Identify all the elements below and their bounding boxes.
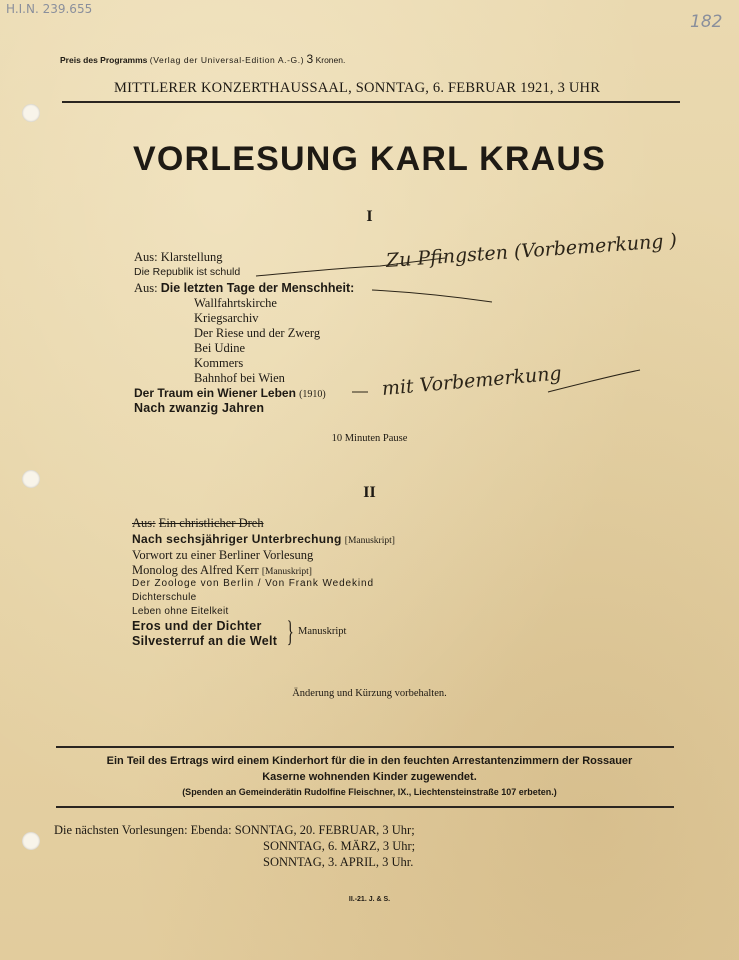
handwritten-note-pentecost: Zu Pfingsten (Vorbemerkung ) (385, 229, 678, 272)
price-amount: 3 (306, 52, 314, 66)
next-reading-date-1: SONNTAG, 20. FEBRUAR, 3 Uhr; (234, 823, 415, 837)
part-two-item-5: Der Zoologe von Berlin / Von Frank Wedekind (132, 578, 374, 589)
price-prefix: Preis des Programms (60, 55, 148, 65)
item-prefix: Aus: (134, 281, 158, 295)
intermission: 10 Minuten Pause (331, 433, 408, 444)
part-one-item-6: Der Riese und der Zwerg (194, 326, 321, 340)
part-two-item-4 (132, 563, 312, 578)
part-one-item-9: Bahnhof bei Wien (194, 371, 285, 385)
page-title: VORLESUNG KARL KRAUS (133, 140, 606, 178)
part-one-item-7: Bei Udine (194, 341, 246, 355)
manuscript-bracket-label: Manuskript (298, 626, 347, 637)
item-text: Nach sechsjähriger Unterbrechung (132, 532, 342, 546)
next-readings-place: Ebenda: (190, 823, 232, 837)
item-text: Ein christlicher Dreh (158, 516, 264, 530)
part-two-item-9: Silvesterruf an die Welt (132, 634, 278, 648)
part-one-item-1 (134, 250, 223, 265)
charity-line-3: (Spenden an Gemeinderätin Rudolfine Fleischner, IX., Liechtensteinstraße 107 erbeten.) (182, 787, 557, 797)
part-one-item-2: Die Republik ist schuld (134, 266, 241, 278)
punch-hole-top (22, 104, 40, 122)
next-readings-line-1 (54, 823, 415, 838)
printer-mark: II.-21. J. & S. (348, 896, 391, 903)
handwritten-arrow-line (372, 290, 492, 302)
part-one-item-11: Nach zwanzig Jahren (134, 401, 265, 415)
part-one-item-5: Kriegsarchiv (194, 311, 259, 325)
item-text: Die letzten Tage der Menschheit: (160, 281, 355, 295)
part-one-item-4: Wallfahrtskirche (194, 296, 277, 310)
venue-rule (62, 101, 680, 103)
part-two-item-7: Leben ohne Eitelkeit (132, 606, 229, 617)
part-one-item-8: Kommers (194, 356, 244, 370)
next-readings-label: Die nächsten Vorlesungen: (54, 823, 188, 837)
price-line (60, 52, 345, 66)
item-text: Der Traum ein Wiener Leben (134, 386, 296, 400)
charity-line-1: Ein Teil des Ertrags wird einem Kinderhort für die in den feuchten Arrestantenzimmern der Rossauer (106, 755, 633, 767)
part-two-item-2 (132, 532, 395, 547)
charity-line-2: Kaserne wohnenden Kinder zugewendet. (262, 771, 477, 783)
part-two-numeral: II (363, 484, 376, 501)
item-text: Klarstellung (160, 250, 223, 264)
next-reading-date-3: SONNTAG, 3. APRIL, 3 Uhr. (263, 855, 414, 869)
venue-line: MITTLERER KONZERTHAUSSAAL, SONNTAG, 6. FEBRUAR 1921, 3 UHR (114, 80, 601, 96)
price-unit: Kronen. (315, 55, 346, 65)
item-suffix: [Manuskript] (261, 567, 312, 577)
handwritten-note-preface: mit Vorbemerkung (381, 362, 563, 400)
charity-rule-bottom (56, 806, 674, 808)
item-suffix: [Manuskript] (344, 536, 395, 546)
part-two-item-1 (132, 516, 264, 531)
part-two-item-6: Dichterschule (132, 592, 197, 603)
part-two-item-8: Eros und der Dichter (132, 619, 262, 633)
catalog-mark: H.I.N. 239.655 (6, 2, 93, 16)
part-one-item-3 (134, 281, 354, 296)
item-text: Monolog des Alfred Kerr (132, 563, 259, 577)
price-publisher: (Verlag der Universal-Edition A.-G.) (149, 55, 305, 65)
part-one-numeral: I (366, 208, 373, 225)
part-two-item-3: Vorwort zu einer Berliner Vorlesung (132, 548, 314, 562)
item-suffix: (1910) (299, 389, 326, 400)
next-reading-date-2: SONNTAG, 6. MÄRZ, 3 Uhr; (263, 839, 416, 853)
part-one-item-10 (134, 386, 326, 401)
item-prefix: Aus: (134, 250, 158, 264)
reservation-note: Änderung und Kürzung vorbehalten. (292, 688, 447, 699)
charity-rule-top (56, 746, 674, 748)
item-prefix: Aus: (132, 516, 156, 530)
punch-hole-bottom (22, 832, 40, 850)
manuscript-brace: } (286, 615, 294, 648)
page-number: 182 (690, 12, 723, 32)
